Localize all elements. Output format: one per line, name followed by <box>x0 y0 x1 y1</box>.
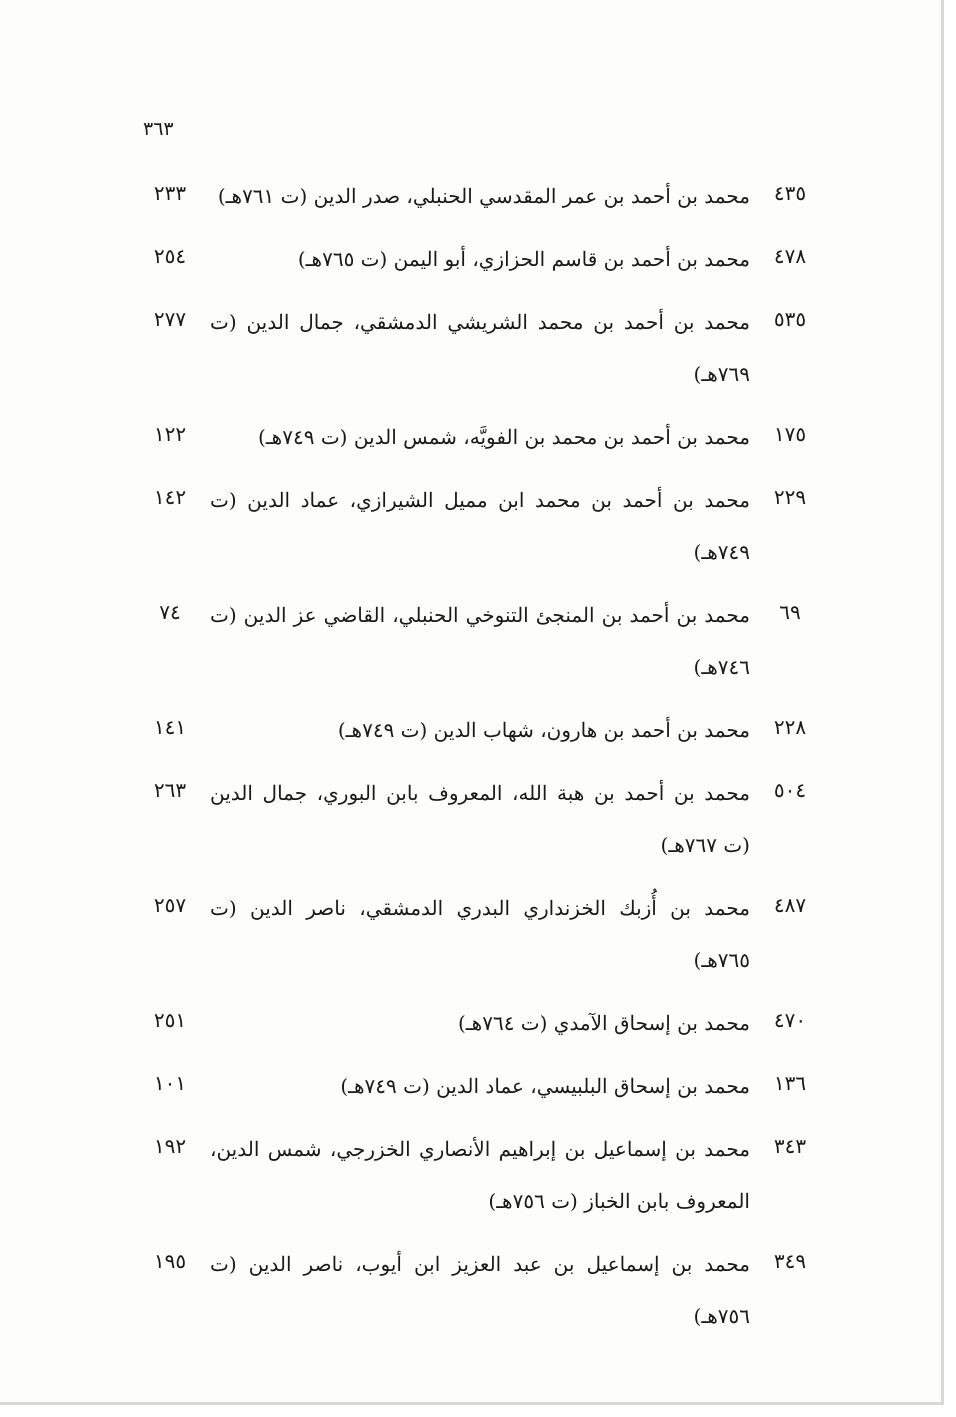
index-entry <box>130 296 830 400</box>
index-entry <box>130 474 830 578</box>
entry-page: ٢٥١ <box>153 1008 187 1032</box>
entry-text: محمد بن أحمد بن هارون، شهاب الدين (ت ٧٤٩هـ) <box>337 718 750 742</box>
entry-text: محمد بن أُزبك الخزنداري البدري الدمشقي، ناصر الدين (ت ٧٦٥هـ) <box>210 896 750 972</box>
entry-page: ١٤١ <box>153 715 187 739</box>
entry-number: ٥٠٤ <box>773 778 807 802</box>
entry-number: ٦٩ <box>779 600 801 624</box>
index-entry <box>130 767 830 871</box>
entry-text: محمد بن إسماعيل بن عبد العزيز ابن أيوب، ناصر الدين (ت ٧٥٦هـ) <box>210 1252 750 1328</box>
entry-text: محمد بن إسحاق الآمدي (ت ٧٦٤هـ) <box>457 1011 750 1035</box>
entry-page: ٢٥٤ <box>153 244 187 268</box>
entry-page: ٢٣٣ <box>153 181 187 205</box>
entry-text: محمد بن أحمد بن هبة الله، المعروف بابن البوري، جمال الدين (ت ٧٦٧هـ) <box>210 781 750 857</box>
page-number: ٣٦٣ <box>143 118 174 140</box>
index-entry <box>130 1060 830 1112</box>
entry-page: ٢٥٧ <box>153 893 187 917</box>
entry-text: محمد بن إسماعيل بن إبراهيم الأنصاري الخزرجي، شمس الدين، المعروف بابن الخباز (ت ٧٥٦هـ) <box>210 1137 750 1213</box>
index-entry <box>130 1238 830 1342</box>
index-entry <box>130 170 830 222</box>
entry-number: ٣٤٣ <box>773 1134 807 1158</box>
entry-number: ٤٧٠ <box>773 1008 807 1032</box>
entry-page: ٧٤ <box>159 600 181 624</box>
entry-number: ٤٣٥ <box>773 181 807 205</box>
entry-number: ١٧٥ <box>773 422 807 446</box>
index-entry <box>130 1123 830 1227</box>
entry-page: ١٢٢ <box>153 422 187 446</box>
entry-number: ٢٢٨ <box>773 715 807 739</box>
entry-page: ١٩٢ <box>153 1134 187 1158</box>
entry-text: محمد بن أحمد بن محمد ابن مميل الشيرازي، عماد الدين (ت ٧٤٩هـ) <box>210 488 750 564</box>
entry-text: محمد بن أحمد بن محمد الشريشي الدمشقي، جمال الدين (ت ٧٦٩هـ) <box>210 310 750 386</box>
index-entry <box>130 233 830 285</box>
index-entry <box>130 589 830 693</box>
index-entry <box>130 411 830 463</box>
entry-text: محمد بن أحمد بن قاسم الحزازي، أبو اليمن (ت ٧٦٥هـ) <box>297 247 750 271</box>
entry-number: ٢٢٩ <box>773 485 807 509</box>
index-entry <box>130 704 830 756</box>
entry-text: محمد بن إسحاق البلبيسي، عماد الدين (ت ٧٤٩هـ) <box>340 1074 750 1098</box>
index-entries <box>130 170 830 1353</box>
entry-page: ١٠١ <box>153 1071 187 1095</box>
index-entry <box>130 997 830 1049</box>
entry-page: ٢٧٧ <box>153 307 187 331</box>
entry-page: ١٩٥ <box>153 1249 187 1273</box>
entry-text: محمد بن أحمد بن عمر المقدسي الحنبلي، صدر الدين (ت ٧٦١هـ) <box>217 184 750 208</box>
entry-text: محمد بن أحمد بن محمد بن الفويَّه، شمس الدين (ت ٧٤٩هـ) <box>258 425 750 449</box>
entry-text: محمد بن أحمد بن المنجئ التنوخي الحنبلي، القاضي عز الدين (ت ٧٤٦هـ) <box>210 603 750 679</box>
index-entry <box>130 882 830 986</box>
entry-page: ٢٦٣ <box>153 778 187 802</box>
entry-number: ٥٣٥ <box>773 307 807 331</box>
entry-number: ٣٤٩ <box>773 1249 807 1273</box>
entry-number: ٤٧٨ <box>773 244 807 268</box>
entry-page: ١٤٢ <box>153 485 187 509</box>
entry-number: ٤٨٧ <box>773 893 807 917</box>
entry-number: ١٣٦ <box>773 1071 807 1095</box>
